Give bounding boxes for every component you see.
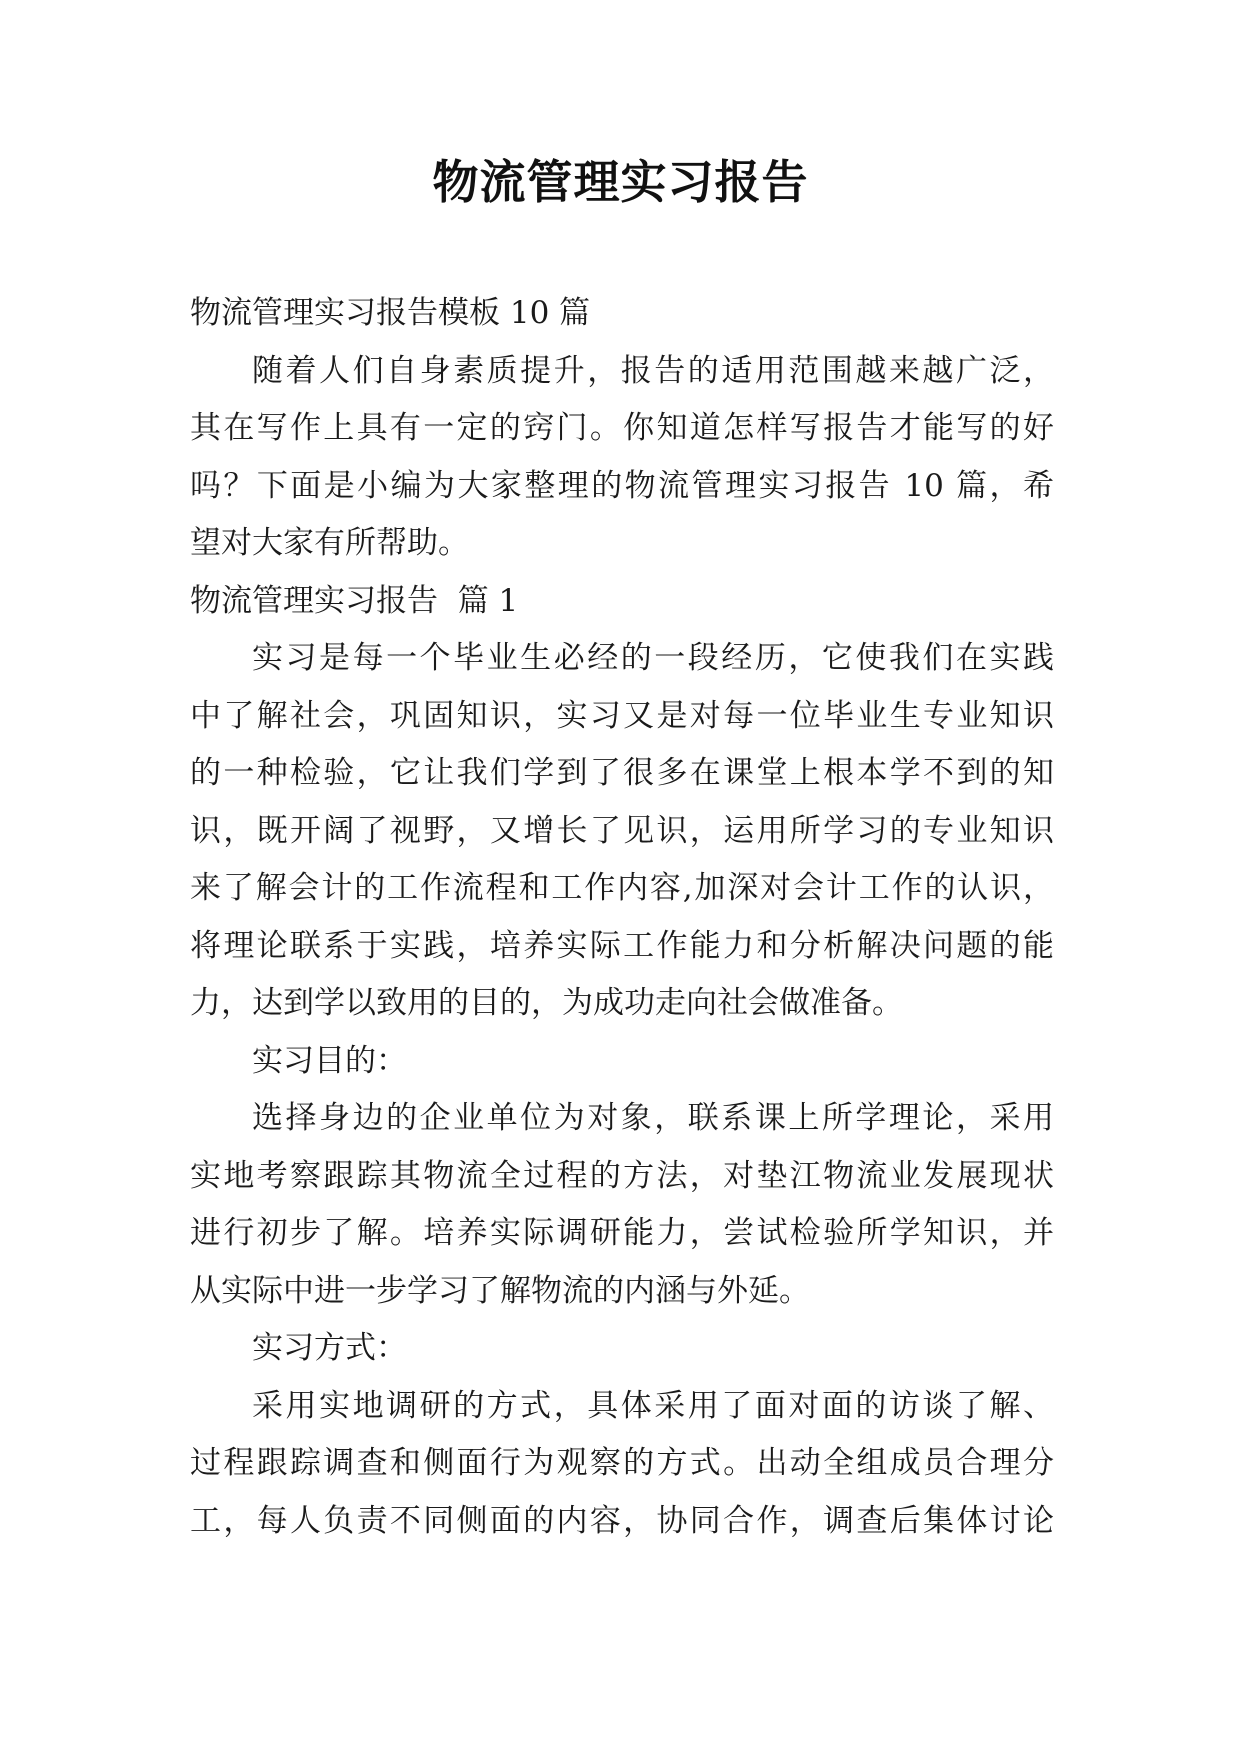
- paragraph-line: 实习是每一个毕业生必经的一段经历，它使我们在实践: [252, 640, 1054, 676]
- intro-paragraph: [190, 343, 1054, 573]
- paragraph-line: 力，达到学以致用的目的，为成功走向社会做准备。: [190, 985, 903, 1021]
- purpose-line: 选择身边的企业单位为对象，联系课上所学理论，采用: [252, 1100, 1054, 1136]
- intro-line: 其在写作上具有一定的窍门。你知道怎样写报告才能写的好: [190, 410, 1054, 446]
- purpose-line: 进行初步了解。培养实际调研能力，尝试检验所学知识，并: [190, 1215, 1054, 1251]
- method-line: 采用实地调研的方式，具体采用了面对面的访谈了解、: [252, 1387, 1054, 1424]
- intro-line: 吗？下面是小编为大家整理的物流管理实习报告 10 篇，希: [190, 467, 1054, 504]
- paragraph-line: 将理论联系于实践，培养实际工作能力和分析解决问题的能: [190, 927, 1054, 964]
- paragraph-line: 中了解社会，巩固知识，实习又是对每一位毕业生专业知识: [190, 697, 1054, 734]
- document-title: 物流管理实习报告: [432, 155, 809, 209]
- section-heading: [190, 573, 1054, 631]
- purpose-line: 从实际中进一步学习了解物流的内涵与外延。: [190, 1272, 810, 1309]
- method-label-text: 实习方式：: [252, 1330, 407, 1366]
- intro-line: 随着人们自身素质提升，报告的适用范围越来越广泛，: [252, 352, 1054, 389]
- purpose-label-text: 实习目的：: [252, 1042, 407, 1079]
- document-body: [190, 285, 1054, 1550]
- paragraph-line: 识，既开阔了视野，又增长了见识，运用所学习的专业知识: [190, 812, 1054, 849]
- purpose-line: 实地考察跟踪其物流全过程的方法，对垫江物流业发展现状: [190, 1157, 1054, 1194]
- purpose-label: [190, 1033, 1054, 1091]
- method-paragraph: [190, 1378, 1054, 1551]
- paragraph-line: 来了解会计的工作流程和工作内容,加深对会计工作的认识，: [190, 870, 1054, 906]
- paragraph-line: 的一种检验，它让我们学到了很多在课堂上根本学不到的知: [190, 755, 1054, 791]
- method-line: 过程跟踪调查和侧面行为观察的方式。出动全组成员合理分: [190, 1445, 1054, 1481]
- method-label: [190, 1320, 1054, 1378]
- intro-line: 望对大家有所帮助。: [190, 525, 469, 561]
- paragraph-1: [190, 630, 1054, 1033]
- document-subtitle: 物流管理实习报告模板 10 篇: [190, 295, 591, 331]
- purpose-paragraph: [190, 1090, 1054, 1320]
- section-heading-text: 物流管理实习报告 篇 1: [190, 582, 519, 619]
- method-line: 工，每人负责不同侧面的内容，协同合作，调查后集体讨论: [190, 1502, 1054, 1539]
